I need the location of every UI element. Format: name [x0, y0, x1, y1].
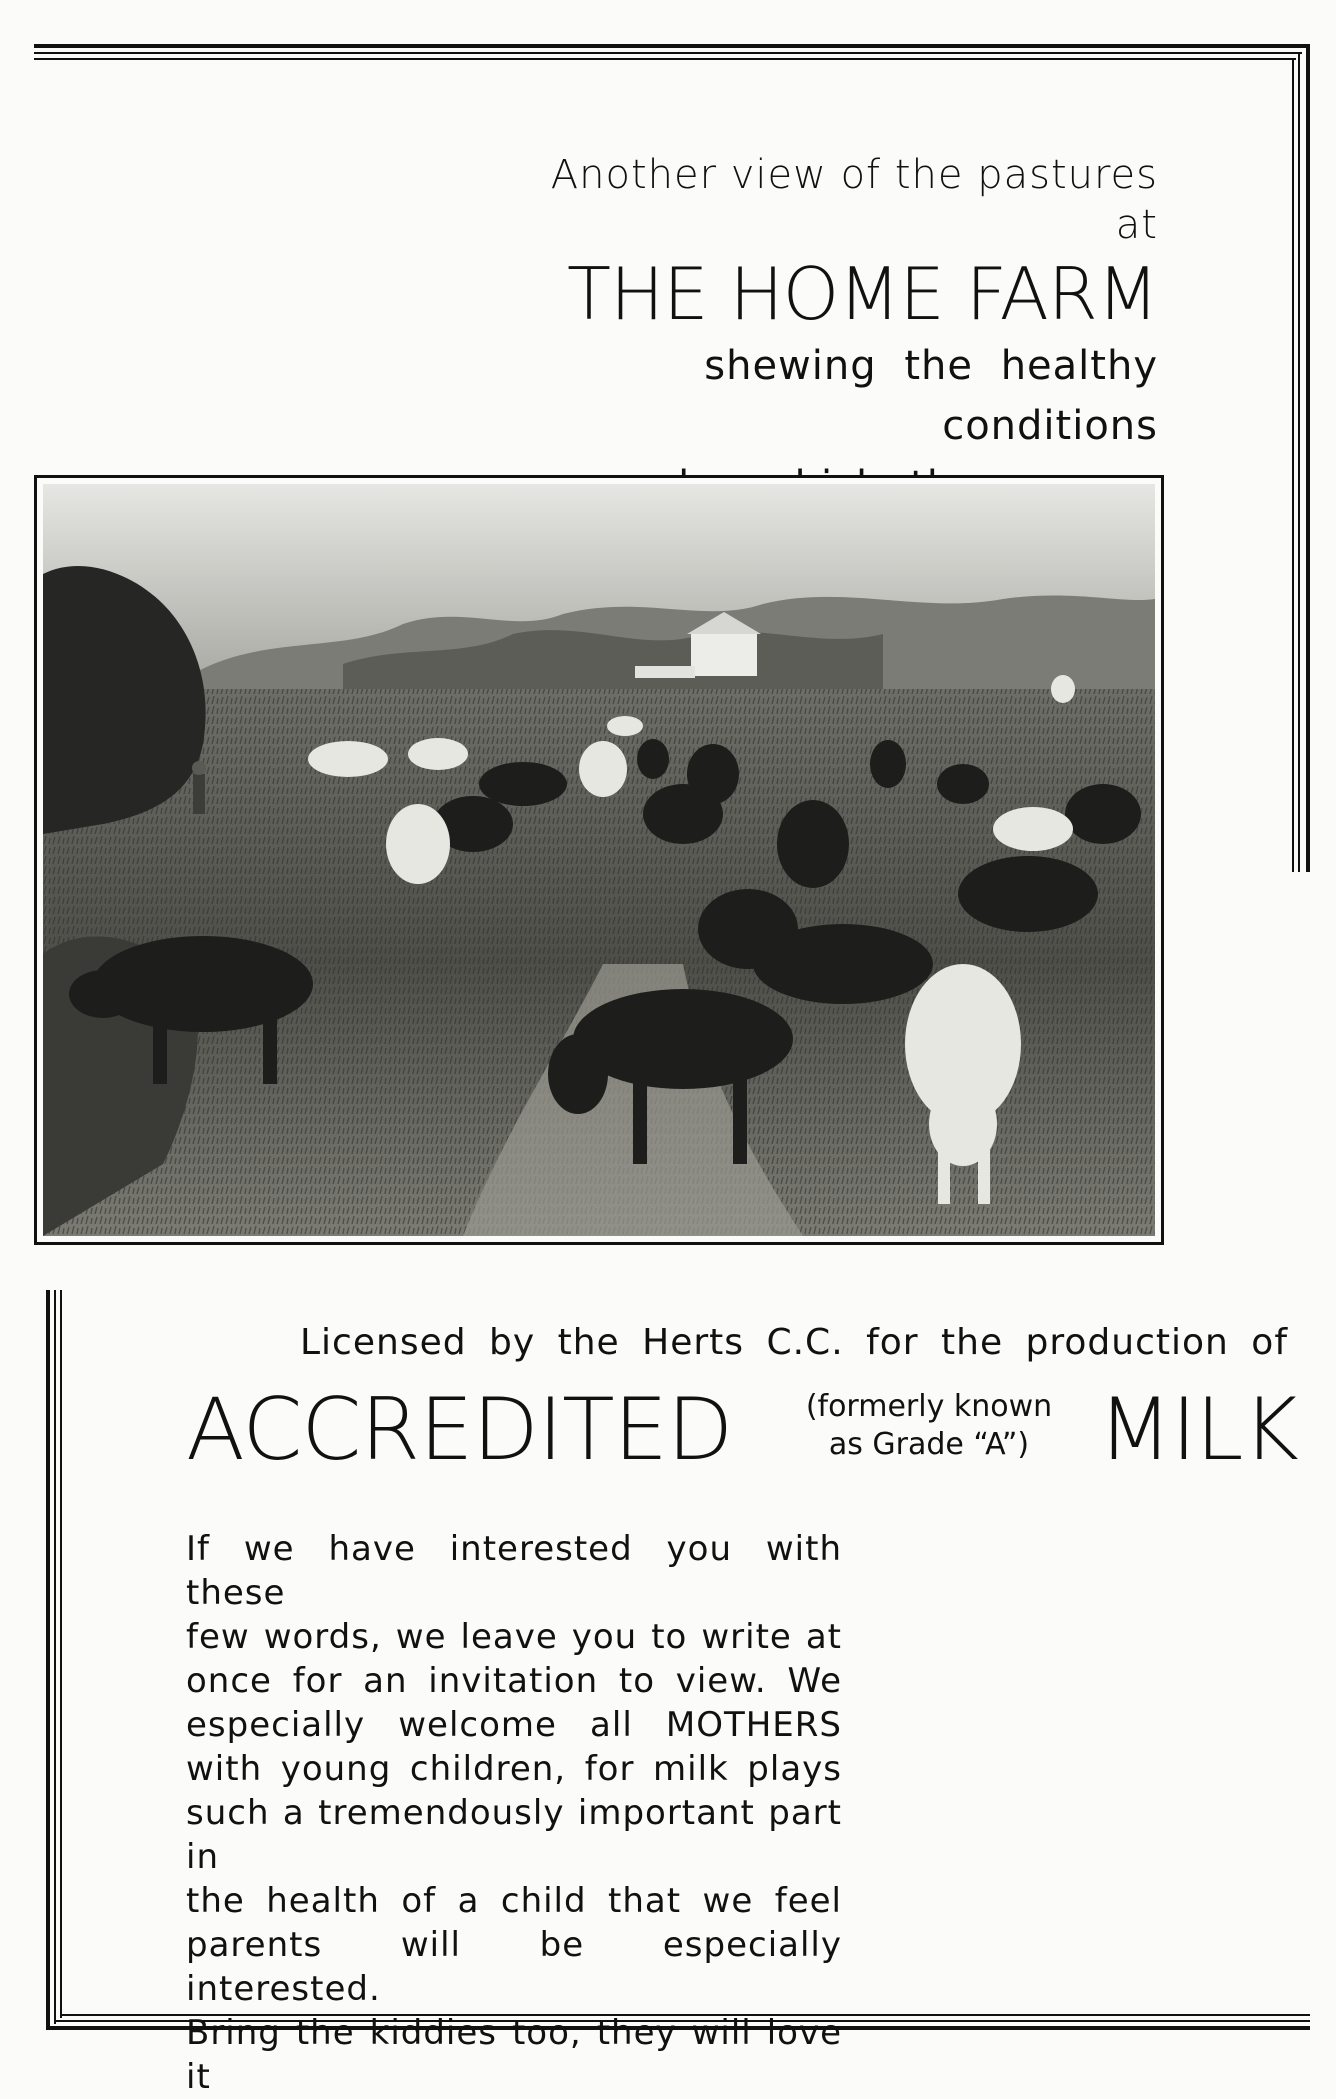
formerly-line-2: as Grade “A”) [828, 1427, 1030, 1462]
accredited-heading: ACCREDITED [186, 1380, 733, 1480]
pasture-photo-image [43, 484, 1155, 1236]
pasture-photo [34, 475, 1164, 1245]
paragraph-line: once for an invitation to view. We [186, 1661, 842, 1701]
formerly-known-note [794, 1388, 1064, 1464]
paragraph-line: the health of a child that we feel [186, 1881, 842, 1921]
paragraph-line: If we have interested you with these [186, 1529, 842, 1613]
farm-title: THE HOME FARM [566, 252, 1158, 336]
intro-line-1: Another view of the pastures at [550, 152, 1158, 248]
invitation-paragraph [186, 1527, 842, 2099]
paragraph-line: such a tremendously important part in [186, 1793, 842, 1877]
paragraph-line: few words, we leave you to write at [186, 1617, 842, 1657]
milk-heading: MILK [1098, 1380, 1298, 1480]
paragraph-line: parents will be especially interested. [186, 1925, 842, 2009]
licensed-line: Licensed by the Herts C.C. for the production of [300, 1322, 1288, 1363]
formerly-line-1: (formerly known [805, 1389, 1053, 1424]
intro-line-3: shewing the healthy conditions [704, 343, 1158, 449]
paragraph-line: especially welcome all MOTHERS [186, 1705, 842, 1745]
paragraph-line: Bring the kiddies too, they will love it [186, 2013, 842, 2097]
paragraph-line: with young children, for milk plays [186, 1749, 842, 1789]
